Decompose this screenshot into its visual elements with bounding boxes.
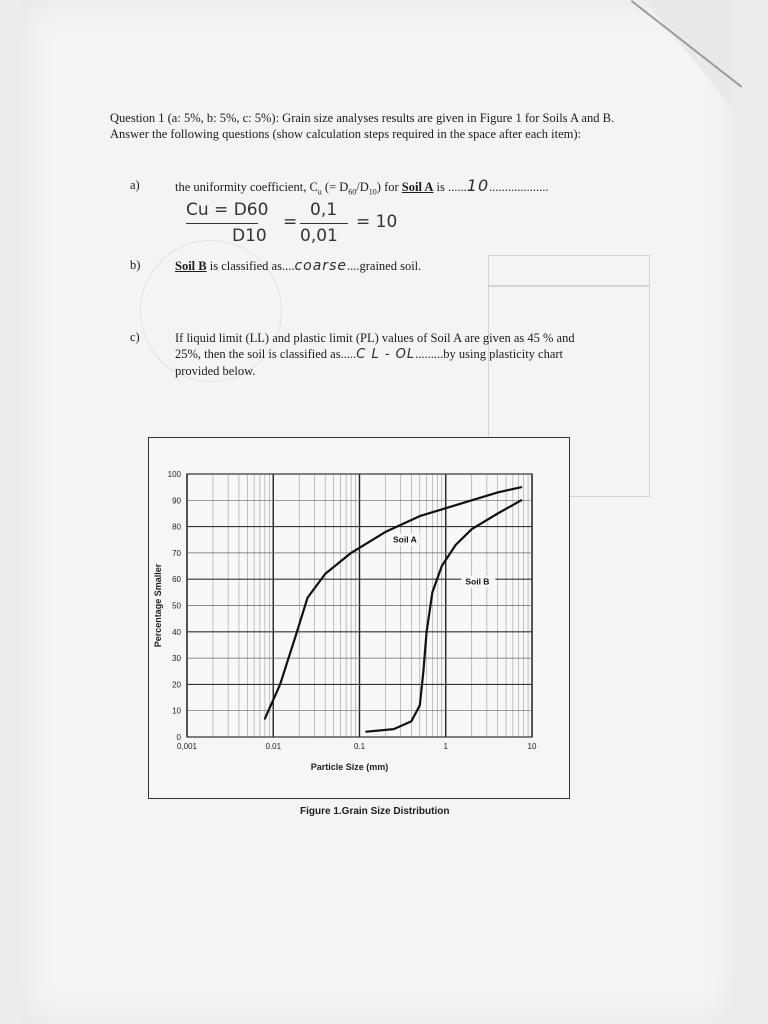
chart-svg	[149, 438, 569, 798]
calc-equals: =	[283, 212, 298, 232]
y-tick-label: 30	[172, 654, 181, 664]
y-tick-label: 40	[172, 627, 181, 637]
calc-mid-top: 0,1	[310, 200, 338, 220]
item-b-marker: b)	[130, 258, 141, 272]
item-c-text: If liquid limit (LL) and plastic limit (PL) values of Soil A are given as 45 % and 25%, then the soil is classified as.....C L - OL.........by using plasticity chart provided below.	[175, 331, 575, 378]
item-a-text: the uniformity coefficient, $C_u$ (= $D_{60}/D_{10}$) for Soil A is ......10...................	[175, 176, 549, 197]
question-intro: Question 1 (a: 5%, b: 5%, c: 5%): Grain size analyses results are given in Figure 1 for Soils A and B. Answer the following questions (show calculation steps required in the space after each item):	[110, 111, 615, 141]
calc-lhs-top: Cu = D60	[186, 200, 269, 220]
y-tick-label: 50	[172, 601, 181, 611]
y-tick-label: 70	[172, 548, 181, 558]
calc-lhs-fraction-bar	[186, 223, 258, 224]
series-label: Soil A	[393, 534, 417, 545]
y-axis-label: Percentage Smaller	[153, 563, 163, 648]
x-tick-label: 1	[443, 742, 448, 751]
y-tick-label: 10	[172, 706, 181, 716]
figure-caption: Figure 1.Grain Size Distribution	[300, 806, 450, 817]
answer-b: coarse	[294, 258, 347, 274]
page-fold	[644, 0, 734, 110]
calc-mid-bottom: 0,01	[300, 226, 338, 246]
calc-mid-fraction-bar	[300, 223, 348, 224]
x-tick-label: 0,001	[176, 742, 198, 751]
answer-a: 10	[466, 176, 490, 195]
calc-result: = 10	[356, 212, 398, 232]
x-axis-label: Particle Size (mm)	[310, 762, 389, 772]
item-b-text: Soil B is classified as....coarse....grained soil.	[175, 258, 422, 274]
grain-size-chart	[148, 437, 570, 799]
y-tick-label: 90	[172, 496, 181, 506]
series-label: Soil B	[465, 576, 490, 587]
y-tick-label: 0	[176, 733, 181, 742]
x-tick-label: 0.1	[353, 742, 366, 751]
y-tick-label: 80	[172, 522, 181, 532]
answer-c: C L - OL	[356, 347, 416, 362]
y-tick-label: 60	[172, 575, 181, 585]
soil-b-ref: Soil B	[175, 259, 207, 273]
y-tick-label: 100	[167, 470, 181, 479]
show-through-rule	[488, 285, 650, 287]
soil-a-ref: Soil A	[401, 180, 434, 194]
x-tick-label: 10	[527, 742, 537, 751]
y-tick-label: 20	[172, 680, 181, 690]
x-tick-label: 0.01	[265, 742, 282, 751]
calc-lhs-bottom: D10	[232, 226, 267, 246]
item-a-marker: a)	[130, 178, 140, 192]
item-c-marker: c)	[130, 330, 140, 344]
